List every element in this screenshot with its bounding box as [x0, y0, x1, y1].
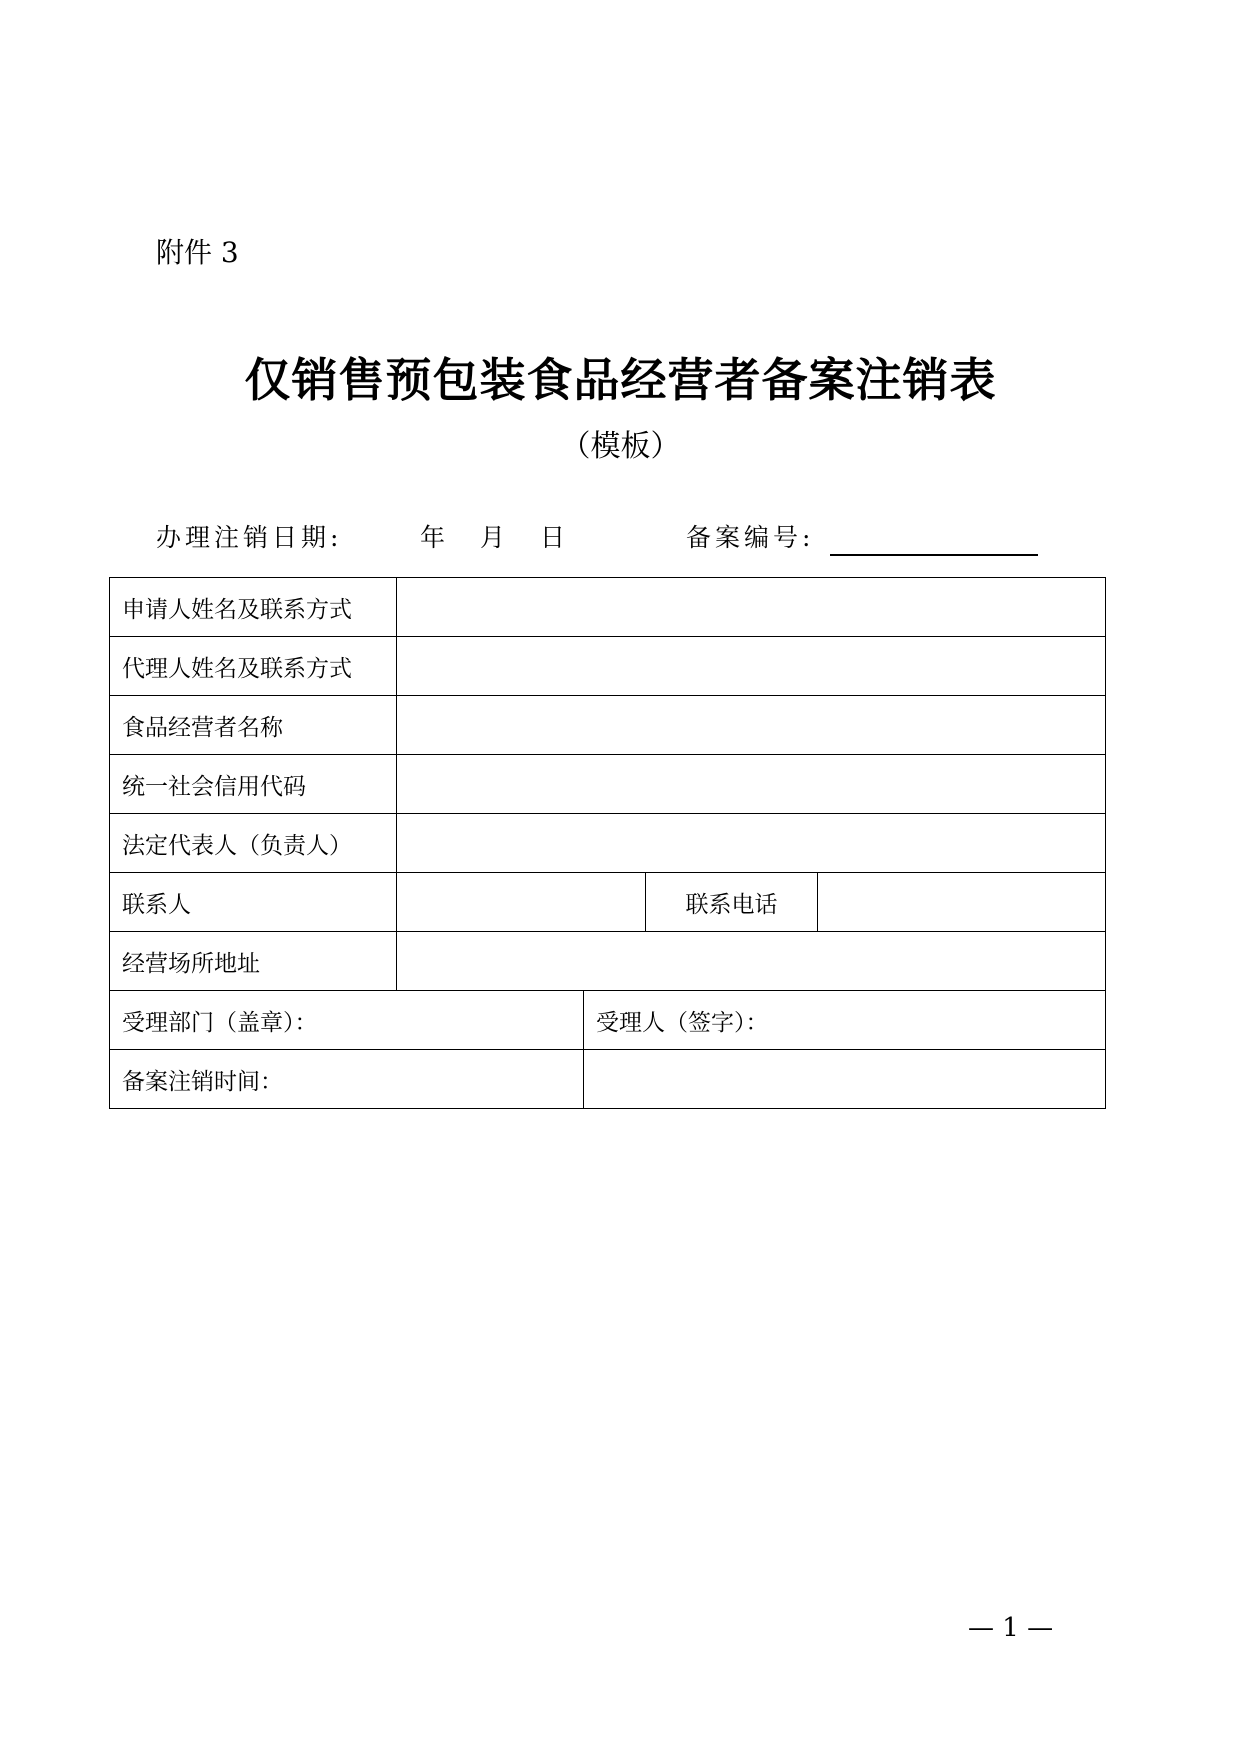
table-row: [110, 873, 1106, 932]
operator-name-field[interactable]: [397, 696, 1106, 755]
cancellation-form-table: [109, 577, 1106, 1109]
agent-field[interactable]: [397, 637, 1106, 696]
address-field[interactable]: [397, 932, 1106, 991]
credit-code-field[interactable]: [397, 755, 1106, 814]
applicant-field[interactable]: [397, 578, 1106, 637]
cancel-date-label: 办理注销日期:: [156, 523, 343, 552]
legal-rep-field[interactable]: [397, 814, 1106, 873]
contact-field[interactable]: [397, 873, 646, 932]
table-row: [110, 578, 1106, 637]
agent-label: 代理人姓名及联系方式: [110, 637, 397, 696]
table-row: [110, 814, 1106, 873]
phone-field[interactable]: [818, 873, 1106, 932]
month-label: 月: [480, 523, 510, 552]
legal-rep-label: 法定代表人（负责人）: [110, 814, 397, 873]
table-row: [110, 637, 1106, 696]
applicant-label: 申请人姓名及联系方式: [110, 578, 397, 637]
operator-name-label: 食品经营者名称: [110, 696, 397, 755]
table-row: [110, 1050, 1106, 1109]
table-row: [110, 932, 1106, 991]
attachment-label: 附件 3: [156, 236, 239, 269]
cancel-time-label: 备案注销时间：: [110, 1050, 584, 1109]
contact-label: 联系人: [110, 873, 397, 932]
page-title: 仅销售预包装食品经营者备案注销表: [244, 353, 997, 407]
table-row: [110, 696, 1106, 755]
page-number: — 1 —: [968, 1613, 1054, 1643]
table-row: [110, 991, 1106, 1050]
year-label: 年: [420, 523, 450, 552]
filing-number-field[interactable]: [830, 554, 1038, 556]
day-label: 日: [540, 523, 570, 552]
dept-seal-label: 受理部门（盖章）：: [110, 991, 584, 1050]
page-subtitle: （模板）: [560, 429, 681, 464]
receiver-sign-label: 受理人（签字）：: [584, 991, 1106, 1050]
phone-label: 联系电话: [646, 873, 818, 932]
address-label: 经营场所地址: [110, 932, 397, 991]
credit-code-label: 统一社会信用代码: [110, 755, 397, 814]
table-row: [110, 755, 1106, 814]
cancel-time-field[interactable]: [584, 1050, 1106, 1109]
filing-number-label: 备案编号:: [686, 523, 815, 552]
